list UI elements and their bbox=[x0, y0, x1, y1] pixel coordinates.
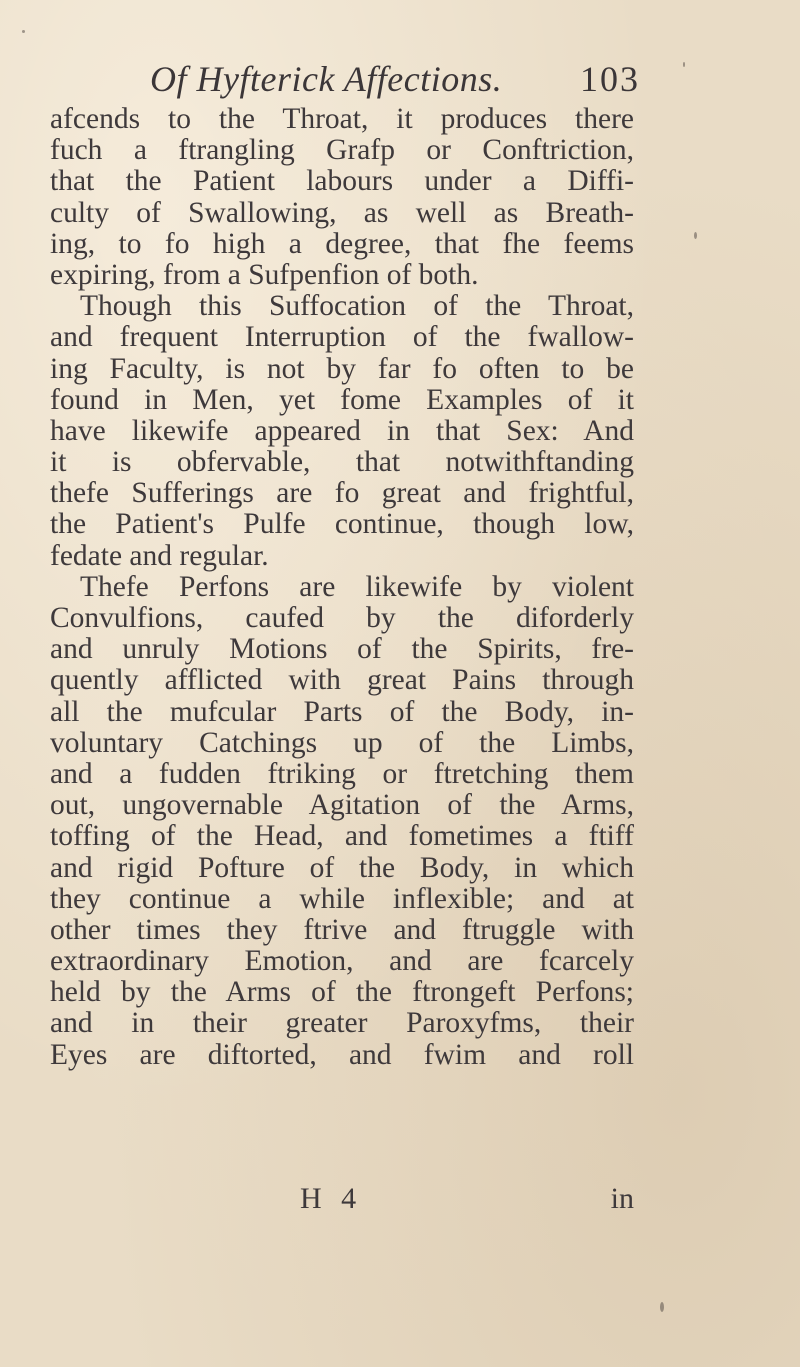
text-line: that the Patient labours under a Diffi- bbox=[50, 165, 634, 198]
text-line: afcends to the Throat, it produces there bbox=[50, 103, 634, 135]
text-line: toffing of the Head, and fometimes a ftiff bbox=[50, 820, 634, 853]
text-line: voluntary Catchings up of the Limbs, bbox=[50, 726, 634, 759]
body-text bbox=[50, 104, 634, 1071]
page-footer bbox=[300, 1182, 634, 1222]
text-line: other times they ftrive and ftruggle with bbox=[50, 913, 634, 946]
page-number: 103 bbox=[580, 59, 640, 99]
text-line: the Patient's Pulfe continue, though low, bbox=[50, 508, 634, 541]
text-line: thefe Sufferings are fo great and frightful, bbox=[50, 477, 634, 510]
text-line: expiring, from a Sufpenfion of both. bbox=[50, 258, 479, 291]
signature-mark: H 4 bbox=[300, 1182, 363, 1215]
text-line: and unruly Motions of the Spirits, fre- bbox=[50, 633, 634, 666]
running-head bbox=[150, 58, 640, 108]
text-line: it is obfervable, that notwithftanding bbox=[50, 446, 634, 479]
text-line: quently afflicted with great Pains through bbox=[50, 664, 634, 697]
paragraph-start-line: Though this Suffocation of the Throat, bbox=[80, 290, 634, 323]
text-line: and in their greater Paroxyfms, their bbox=[50, 1007, 634, 1040]
text-line: fuch a ftrangling Grafp or Conftriction, bbox=[50, 134, 634, 167]
text-line: found in Men, yet fome Examples of it bbox=[50, 383, 634, 416]
text-line: and frequent Interruption of the fwallow- bbox=[50, 321, 634, 354]
text-line: Eyes are diftorted, and fwim and roll bbox=[50, 1038, 634, 1071]
paragraph-start-line: Thefe Perfons are likewife by violent bbox=[80, 570, 634, 603]
running-title: Of Hyfterick Affections. bbox=[150, 59, 503, 99]
text-line: and a fudden ftriking or ftretching them bbox=[50, 757, 634, 790]
text-line: ing, to fo high a degree, that fhe feems bbox=[50, 227, 634, 260]
text-line: all the mufcular Parts of the Body, in- bbox=[50, 695, 634, 728]
paper-speck bbox=[694, 232, 697, 239]
text-line: have likewife appeared in that Sex: And bbox=[50, 414, 634, 447]
text-line: culty of Swallowing, as well as Breath- bbox=[50, 196, 634, 229]
text-line: Convulfions, caufed by the diforderly bbox=[50, 602, 634, 634]
catchword: in bbox=[610, 1182, 634, 1215]
text-line: and rigid Pofture of the Body, in which bbox=[50, 851, 634, 884]
text-line: fedate and regular. bbox=[50, 539, 269, 572]
paper-speck bbox=[660, 1302, 664, 1312]
text-line: out, ungovernable Agitation of the Arms, bbox=[50, 789, 634, 822]
text-line: ing Faculty, is not by far fo often to be bbox=[50, 352, 634, 385]
paper-speck bbox=[683, 62, 685, 67]
text-line: held by the Arms of the ftrongeft Perfons; bbox=[50, 976, 634, 1009]
paper-speck bbox=[22, 30, 25, 33]
text-line: they continue a while inflexible; and at bbox=[50, 882, 634, 915]
text-line: extraordinary Emotion, and are fcarcely bbox=[50, 945, 634, 978]
